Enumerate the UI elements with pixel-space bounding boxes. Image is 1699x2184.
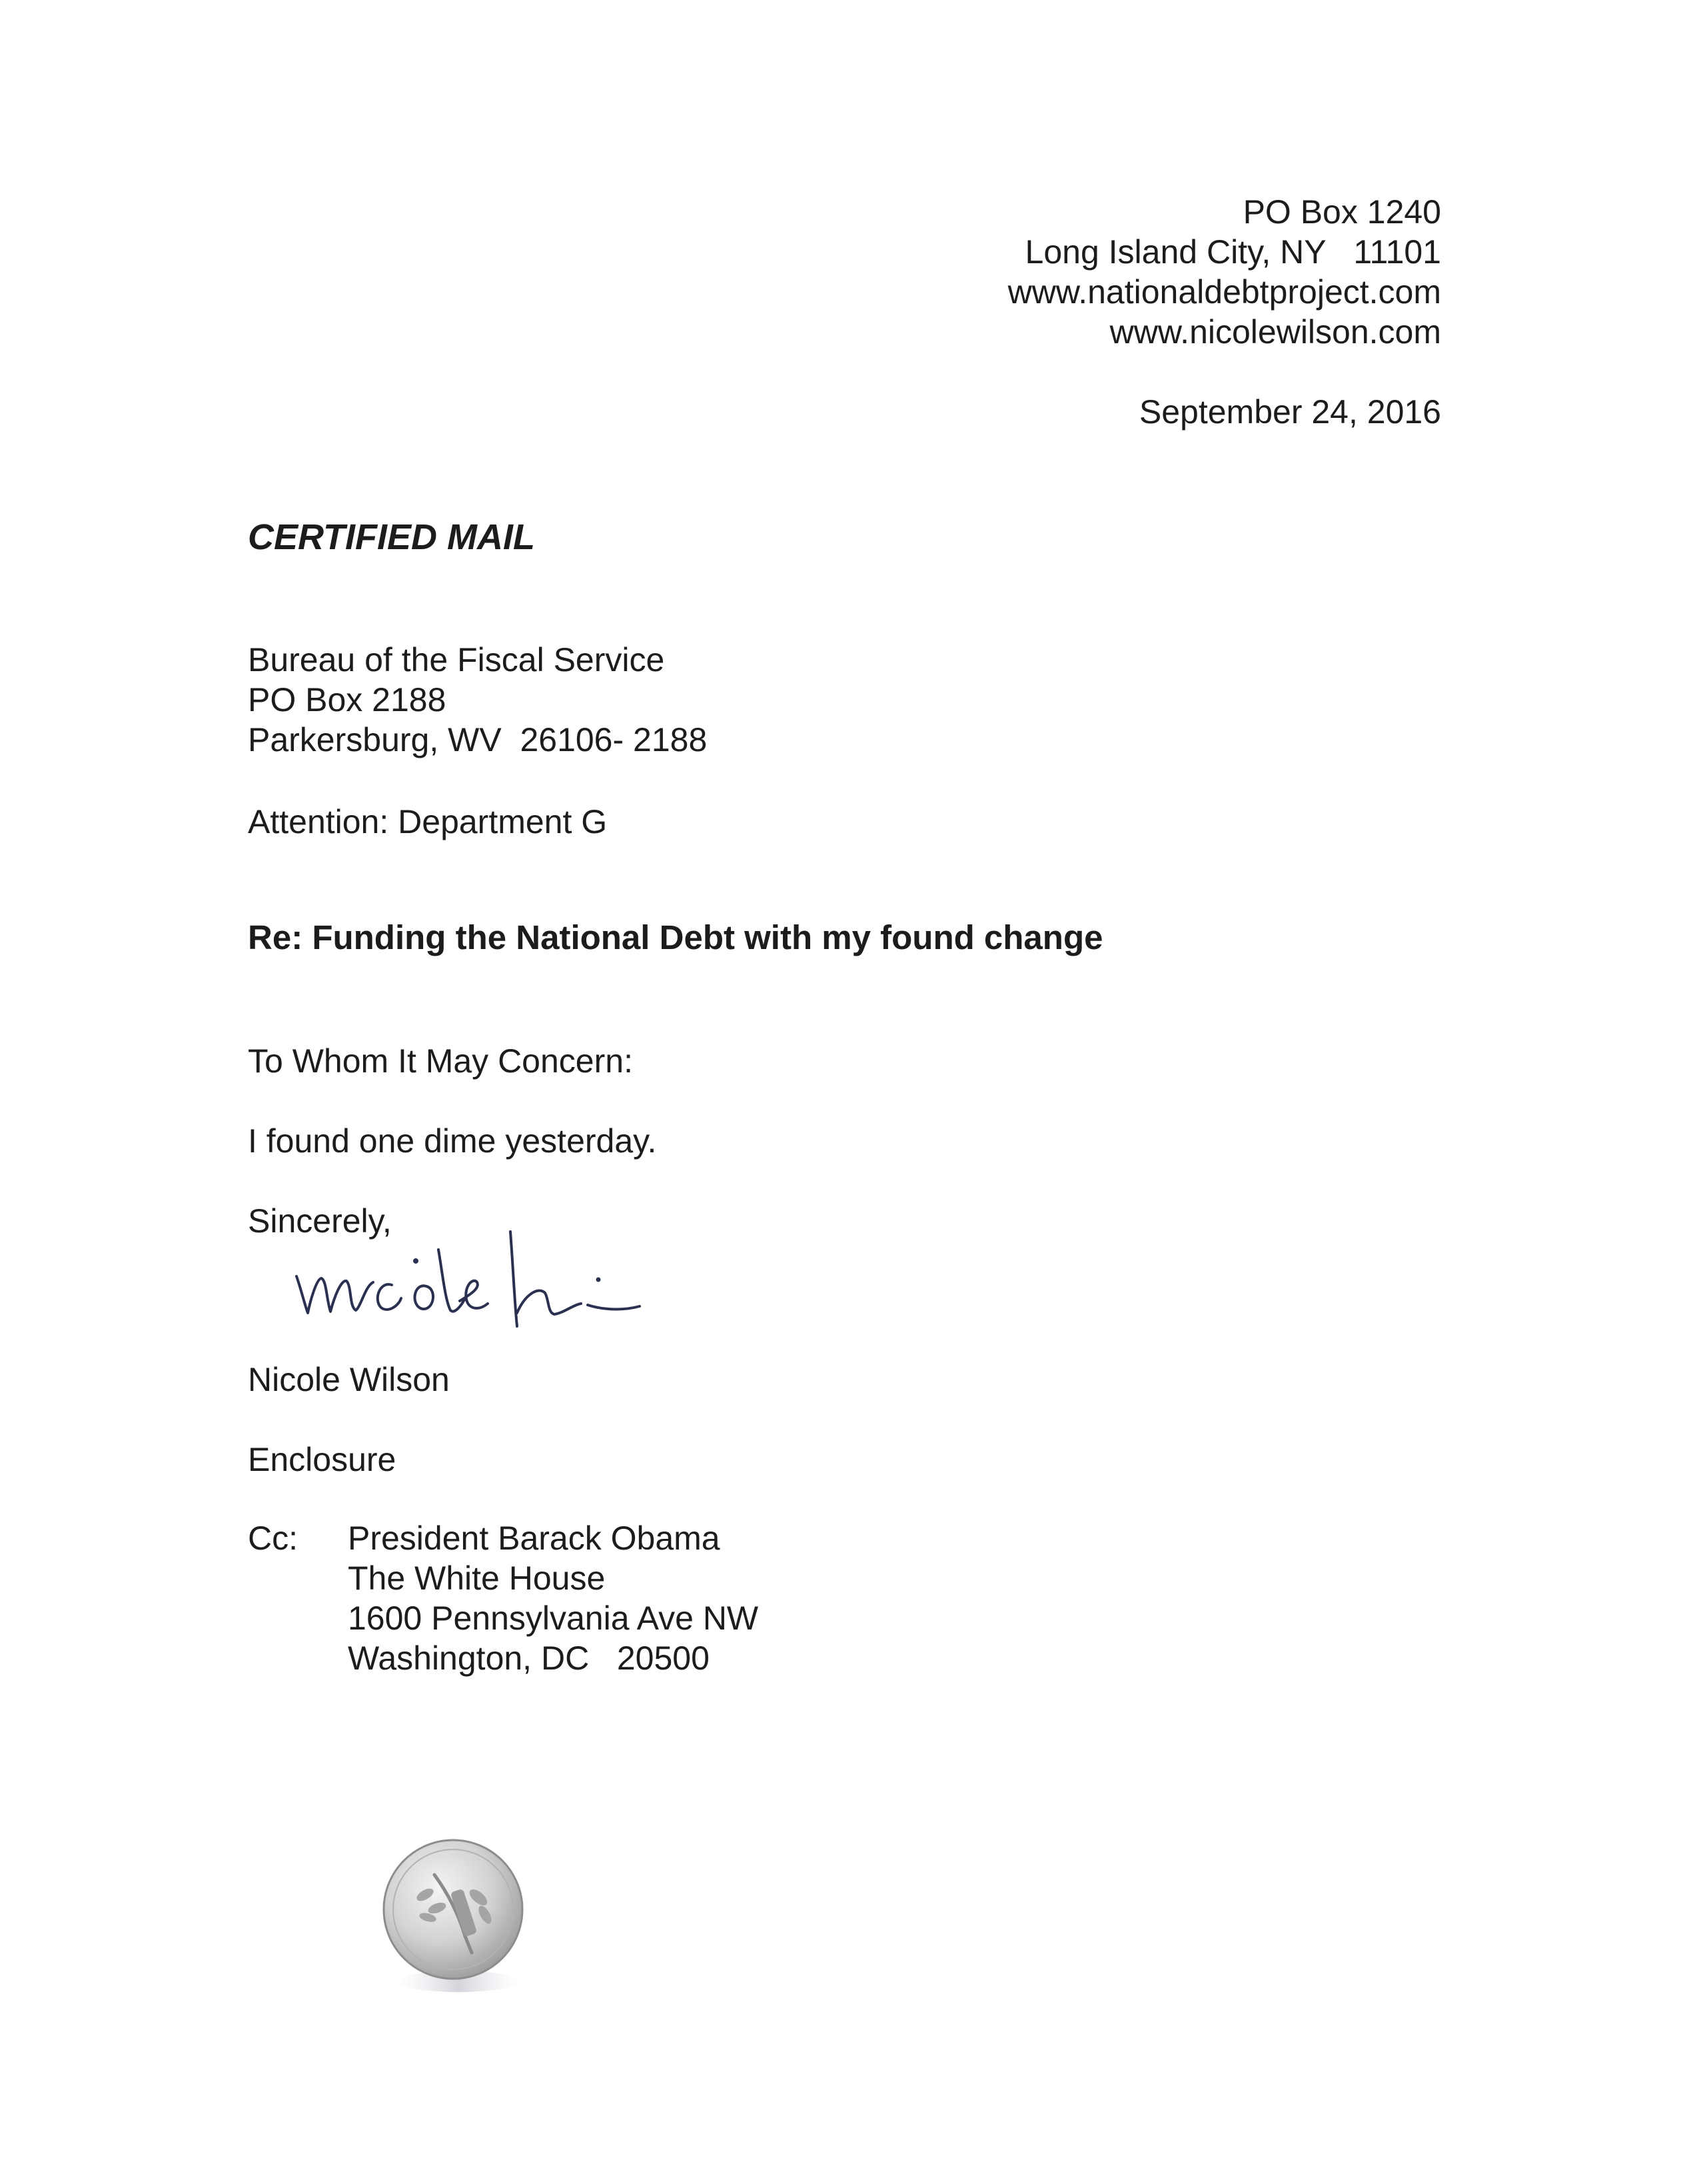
sender-address-block (642, 192, 1441, 352)
signer-name: Nicole Wilson (248, 1361, 450, 1398)
subject-line: Re: Funding the National Debt with my found change (248, 918, 1103, 956)
cc-city-state-zip: Washington, DC 20500 (348, 1639, 710, 1677)
sender-website-2: www.nicolewilson.com (1109, 313, 1441, 351)
cc-organization: The White House (348, 1560, 606, 1597)
delivery-method: CERTIFIED MAIL (248, 517, 535, 557)
cc-label: Cc: (248, 1520, 298, 1557)
closing: Sincerely, (248, 1202, 392, 1240)
cc-street: 1600 Pennsylvania Ave NW (348, 1600, 759, 1637)
sender-po-box: PO Box 1240 (1243, 193, 1441, 231)
recipient-organization: Bureau of the Fiscal Service (248, 641, 665, 678)
recipient-po-box: PO Box 2188 (248, 681, 446, 718)
enclosure-label: Enclosure (248, 1441, 396, 1478)
salutation: To Whom It May Concern: (248, 1042, 633, 1080)
cc-address-block (348, 1518, 758, 1678)
attention-line: Attention: Department G (248, 803, 608, 840)
sender-website-1: www.nationaldebtproject.com (1007, 273, 1441, 311)
sender-city-state-zip: Long Island City, NY 11101 (1025, 233, 1441, 271)
signature-image (280, 1213, 653, 1340)
cc-name: President Barack Obama (348, 1520, 720, 1557)
recipient-city-state-zip: Parkersburg, WV 26106- 2188 (248, 721, 708, 758)
recipient-address-block (248, 640, 707, 760)
dime-coin-image (378, 1836, 532, 2003)
letter-date: September 24, 2016 (1139, 393, 1441, 431)
letter-body: I found one dime yesterday. (248, 1122, 657, 1160)
